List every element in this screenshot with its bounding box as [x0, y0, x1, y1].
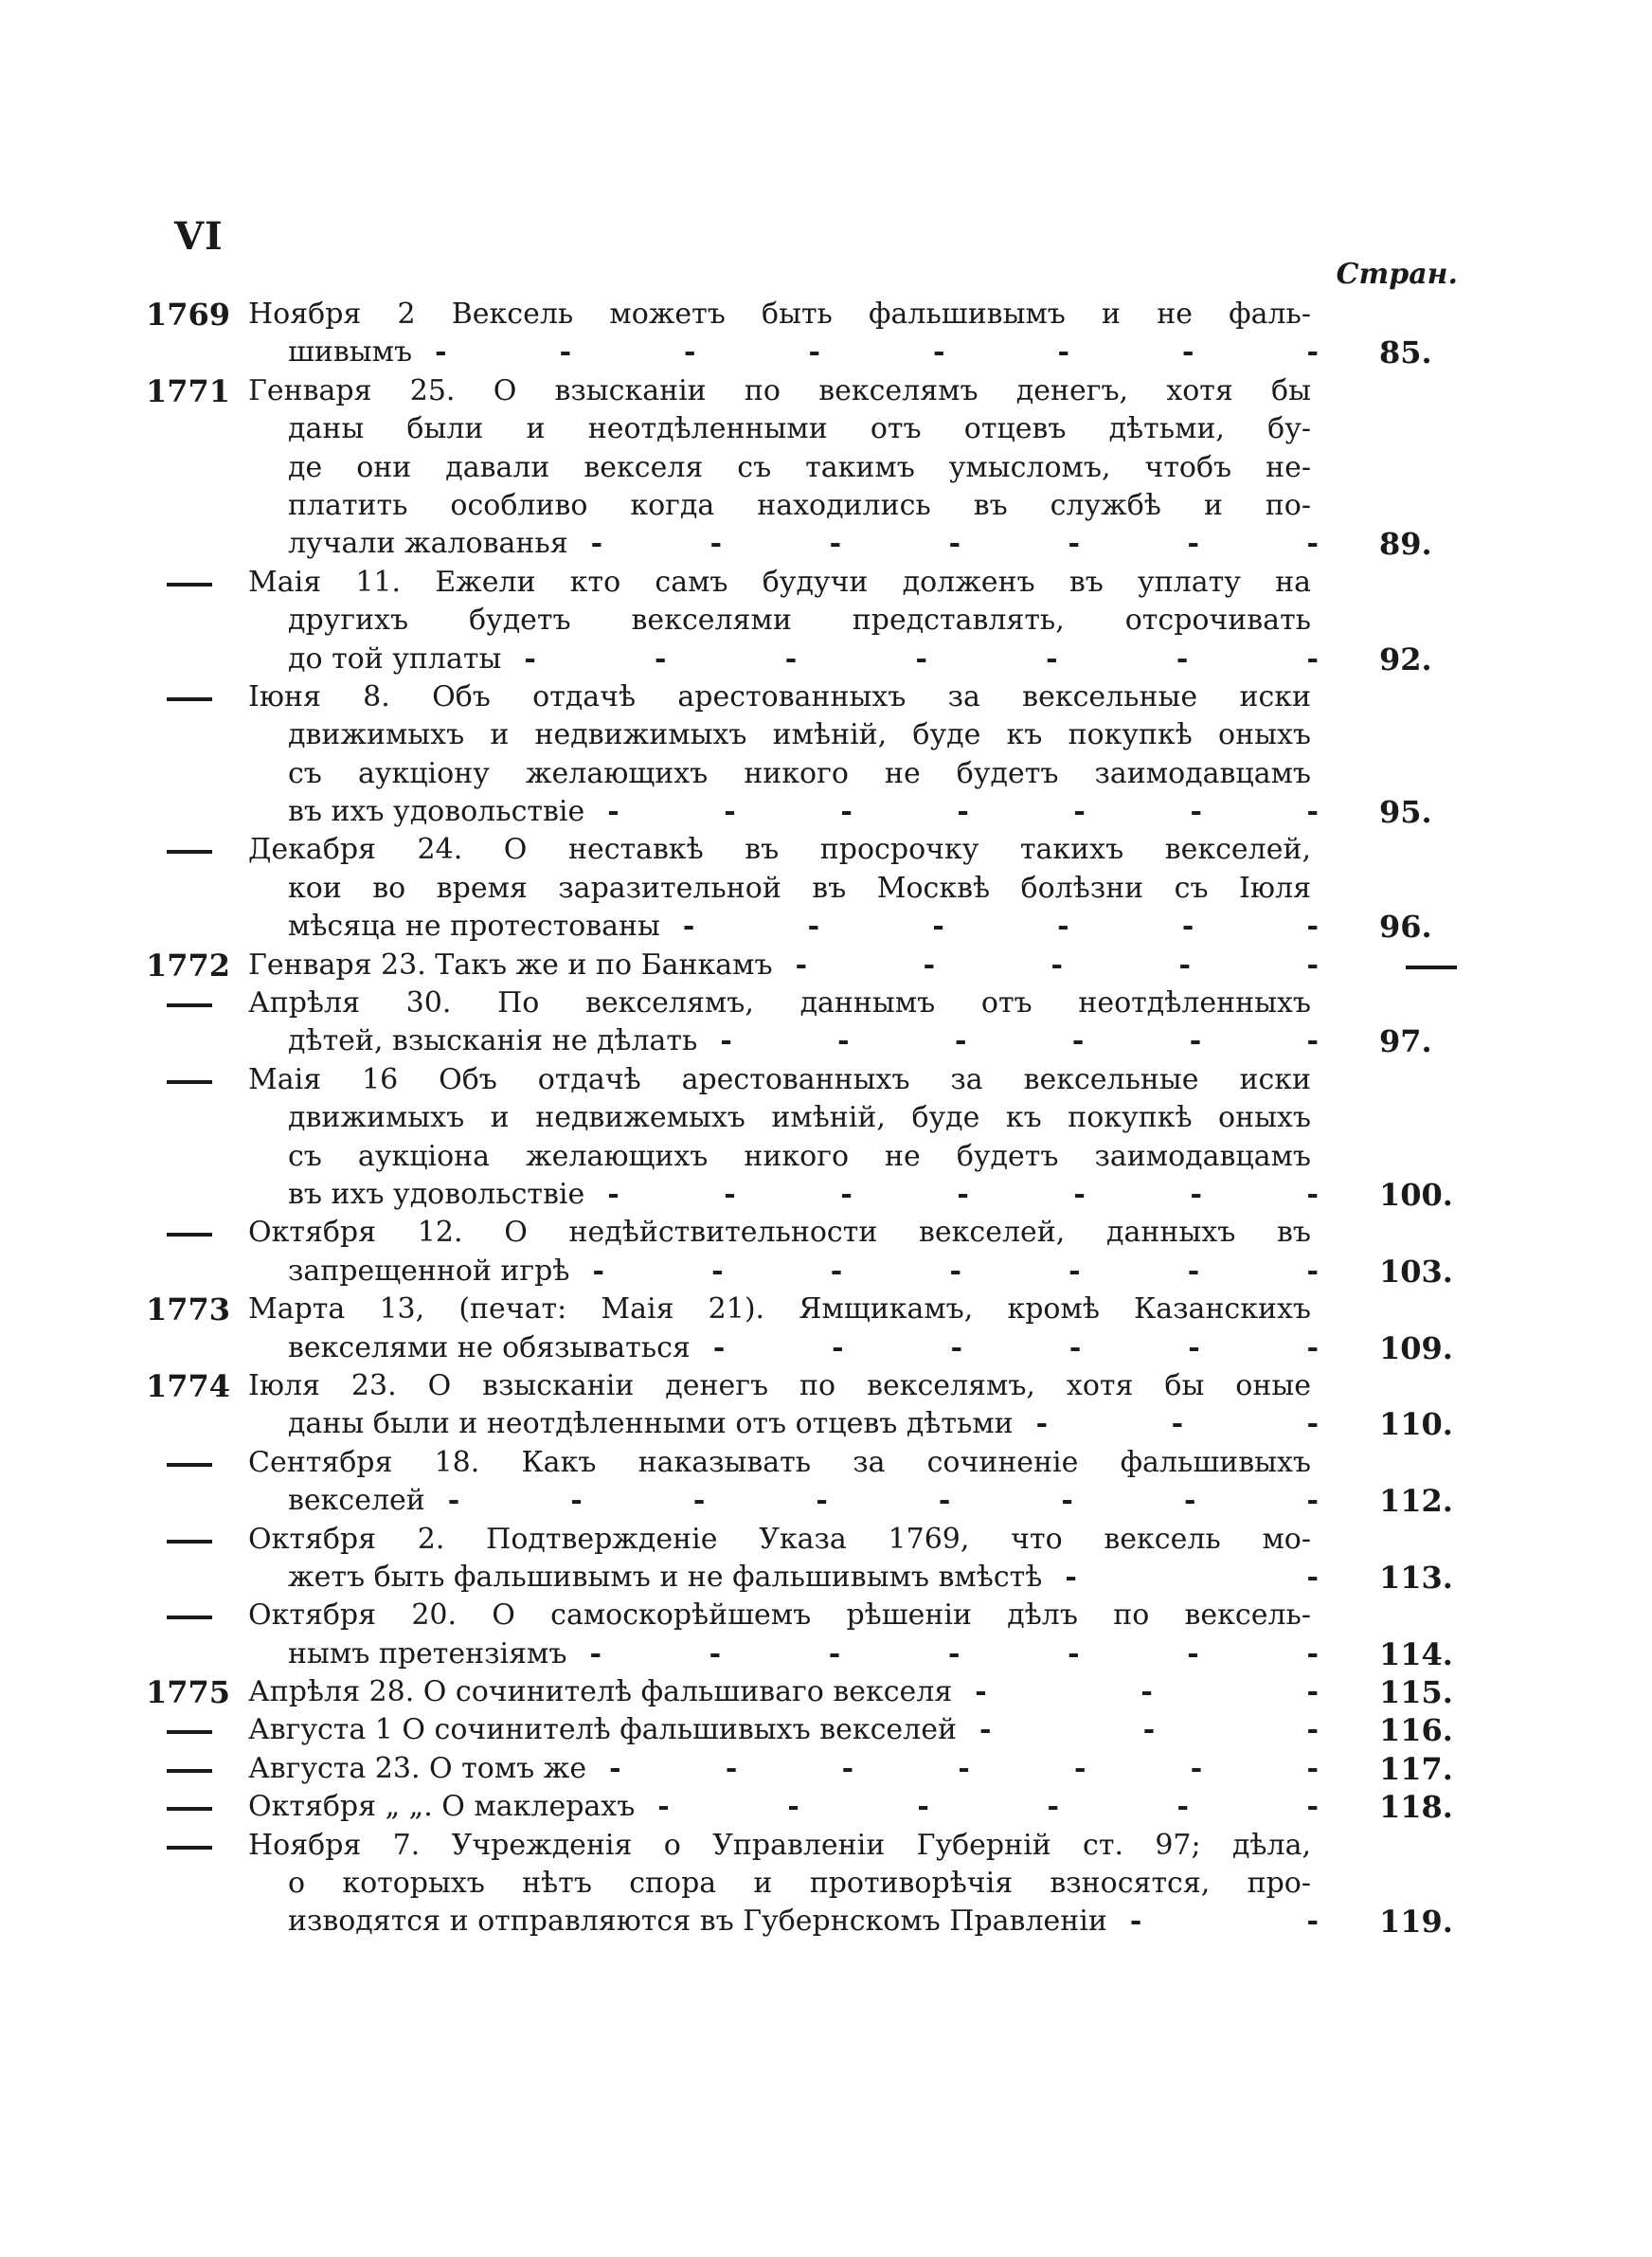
entry-line	[0, 372, 1652, 410]
entry-line	[0, 947, 1652, 984]
leader-dash: -	[1306, 948, 1319, 982]
leader-dash: -	[1057, 335, 1069, 370]
leader-dashes	[975, 1673, 1319, 1711]
leader-dash: -	[830, 1254, 843, 1288]
index-entry	[0, 831, 1652, 946]
index-entry	[0, 372, 1652, 564]
entry-line	[0, 1521, 1652, 1559]
leader-dash: -	[840, 1177, 853, 1211]
leader-dash: -	[1129, 1905, 1142, 1939]
entry-text: Марта 13, (печат: Маія 21). Ямщикамъ, кромѣ Казанскихъ	[248, 1292, 1311, 1327]
leader-dashes	[589, 1635, 1319, 1673]
entry-page-number: 119.	[1379, 1904, 1453, 1941]
leader-dash: -	[1187, 1254, 1200, 1288]
same-year-dash	[167, 1080, 212, 1084]
leader-dash: -	[1142, 1713, 1156, 1747]
leader-dash: -	[1047, 1790, 1059, 1824]
leader-dash: -	[957, 1177, 969, 1211]
entry-line	[0, 296, 1652, 334]
leader-dash: -	[1176, 1790, 1189, 1824]
entry-line	[0, 1061, 1652, 1099]
entry-page-number: 117.	[1379, 1750, 1453, 1787]
leader-dashes	[591, 525, 1319, 563]
entry-text: запрещенной игрѣ	[288, 1254, 570, 1288]
entry-line	[0, 602, 1652, 640]
entry-page-number: 97.	[1379, 1023, 1432, 1060]
leader-dash: -	[933, 335, 945, 370]
entry-text: платить особливо когда находились въ службѣ и по-	[288, 488, 1311, 522]
leader-dashes	[720, 1022, 1319, 1060]
leader-dash: -	[1190, 1177, 1202, 1211]
leader-dash: -	[1176, 641, 1189, 676]
entry-text: Генваря 23. Такъ же и по Банкамъ	[248, 948, 773, 982]
leader-dash: -	[1181, 335, 1194, 370]
leader-dash: -	[1187, 527, 1199, 561]
entry-line	[0, 716, 1652, 754]
same-year-dash	[167, 1846, 212, 1850]
leader-dash: -	[607, 795, 620, 829]
entry-text: де они давали векселя съ такимъ умысломъ, чтобъ не-	[288, 450, 1311, 484]
entry-text: нымъ претензіямъ	[288, 1636, 567, 1670]
leader-dash: -	[829, 527, 842, 561]
entry-text: даны были и неотдѣленными отъ отцевъ дѣтьми, бу-	[288, 412, 1311, 446]
leader-dash: -	[559, 335, 572, 370]
entry-page-number: 95.	[1379, 794, 1432, 831]
entry-line	[0, 1482, 1652, 1520]
index-entry	[0, 1214, 1652, 1291]
entry-line	[0, 870, 1652, 908]
entry-line	[0, 1214, 1652, 1252]
entry-text: векселями не обязываться	[288, 1330, 691, 1364]
entry-line	[0, 1099, 1652, 1137]
leader-dash: -	[1306, 1024, 1319, 1058]
entry-text: въ ихъ удовольствіе	[288, 795, 585, 829]
leader-dash: -	[1061, 1484, 1073, 1518]
entry-text: движимыхъ и недвижимыхъ имѣній, буде къ покупкѣ оныхъ	[288, 718, 1311, 752]
entry-line	[0, 1903, 1652, 1941]
leader-dash: -	[725, 1751, 738, 1785]
leader-dash: -	[1068, 1330, 1082, 1364]
leader-dash: -	[1306, 1484, 1319, 1518]
leader-dash: -	[828, 1636, 841, 1670]
leader-dash: -	[590, 527, 603, 561]
leader-dash: -	[724, 1177, 736, 1211]
leader-dash: -	[1306, 1675, 1319, 1709]
leader-dash: -	[1306, 1713, 1319, 1747]
entry-text: шивымъ	[288, 335, 413, 370]
leader-dash: -	[1306, 335, 1319, 370]
page-number: VI	[174, 214, 224, 259]
entry-line	[0, 1711, 1652, 1749]
entry-line	[0, 487, 1652, 525]
leader-dash: -	[950, 1330, 962, 1364]
leader-dash: -	[692, 1484, 706, 1518]
leader-dash: -	[975, 1675, 987, 1709]
entry-text: Маія 11. Ежели кто самъ будучи долженъ въ уплату на	[248, 565, 1311, 599]
entry-line	[0, 1750, 1652, 1788]
entry-page-number: 109.	[1379, 1329, 1453, 1366]
entry-line	[0, 1597, 1652, 1634]
entry-page-number: 92.	[1379, 641, 1432, 677]
entry-line	[0, 1291, 1652, 1328]
leader-dashes	[1065, 1559, 1319, 1597]
index-entry	[0, 1827, 1652, 1941]
leader-dash: -	[1073, 1177, 1086, 1211]
index-entries	[0, 296, 1652, 1941]
leader-dash: -	[1188, 1330, 1200, 1364]
leader-dash: -	[1068, 527, 1080, 561]
leader-dash: -	[712, 1330, 726, 1364]
entry-text: Декабря 24. О неставкѣ въ просрочку такихъ векселей,	[248, 833, 1311, 867]
index-entry	[0, 984, 1652, 1061]
leader-dash: -	[435, 335, 447, 370]
entry-text: Августа 1 О сочинителѣ фальшивыхъ векселей	[248, 1713, 957, 1747]
leader-dash: -	[682, 910, 695, 944]
leader-dash: -	[947, 1636, 961, 1670]
leader-dash: -	[1181, 910, 1194, 944]
leader-dash: -	[609, 1751, 621, 1785]
entry-line	[0, 564, 1652, 602]
leader-dash: -	[1306, 1254, 1319, 1288]
leader-dash: -	[1306, 1560, 1319, 1594]
leader-dash: -	[938, 1484, 951, 1518]
leader-dash: -	[447, 1484, 460, 1518]
entry-year: 1775	[146, 1674, 231, 1711]
leader-dash: -	[1306, 1751, 1319, 1785]
entry-line	[0, 334, 1652, 371]
leader-dash: -	[1190, 1751, 1203, 1785]
entry-page-number: 112.	[1379, 1483, 1453, 1520]
leader-dashes	[1130, 1903, 1319, 1941]
leader-dash: -	[807, 910, 820, 944]
entry-text: Октября 12. О недѣйствительности векселей, данныхъ въ	[248, 1216, 1311, 1250]
index-entry	[0, 678, 1652, 832]
index-entry	[0, 1367, 1652, 1444]
leader-dash: -	[589, 1636, 602, 1670]
entry-line	[0, 1865, 1652, 1903]
leader-dash: -	[711, 1254, 724, 1288]
entry-line	[0, 1367, 1652, 1405]
entry-line	[0, 1253, 1652, 1291]
same-year-dash	[167, 1540, 212, 1544]
leader-dash: -	[524, 641, 536, 676]
entry-text: Августа 23. О томъ же	[248, 1751, 587, 1785]
same-year-dash	[167, 697, 212, 701]
leader-dash: -	[1178, 948, 1191, 982]
leader-dash: -	[1171, 1407, 1184, 1441]
leader-dash: -	[932, 910, 944, 944]
leader-dash: -	[592, 1254, 604, 1288]
leader-dashes	[713, 1329, 1319, 1367]
entry-line	[0, 1138, 1652, 1176]
leader-dashes	[609, 1750, 1319, 1788]
entry-line	[0, 984, 1652, 1022]
leader-dash: -	[958, 1751, 970, 1785]
entry-text: дѣтей, взысканія не дѣлать	[288, 1024, 698, 1058]
leader-dash: -	[1050, 948, 1063, 982]
index-entry	[0, 1521, 1652, 1598]
leader-dash: -	[1071, 1024, 1085, 1058]
leader-dash: -	[709, 527, 723, 561]
leader-dash: -	[840, 795, 853, 829]
entry-text: Октября 2. Подтвержденіе Указа 1769, что вексель мо-	[248, 1522, 1311, 1556]
leader-dash: -	[917, 1790, 929, 1824]
entry-text: движимыхъ и недвижемыхъ имѣній, буде къ покупкѣ оныхъ	[288, 1101, 1311, 1135]
leader-dash: -	[808, 335, 820, 370]
leader-dash: -	[1035, 1407, 1049, 1441]
leader-dash: -	[841, 1751, 854, 1785]
entry-text: мѣсяца не протестованы	[288, 910, 660, 944]
entry-line	[0, 1559, 1652, 1597]
entry-line	[0, 410, 1652, 448]
leader-dash: -	[915, 641, 927, 676]
leader-dash: -	[1068, 1254, 1081, 1288]
entry-text: Ноября 7. Учрежденія о Управленіи Губерній ст. 97; дѣла,	[248, 1828, 1311, 1862]
entry-text: въ ихъ удовольствіе	[288, 1177, 585, 1211]
leader-dashes	[657, 1788, 1319, 1826]
leader-dash: -	[657, 1790, 670, 1824]
leader-dashes	[607, 793, 1319, 831]
index-entry	[0, 1750, 1652, 1788]
leader-dash: -	[724, 795, 736, 829]
entry-text: другихъ будетъ векселями представлять, отсрочивать	[288, 604, 1311, 638]
leader-dash: -	[832, 1330, 844, 1364]
entry-text: Октября 20. О самоскорѣйшемъ рѣшеніи дѣлъ по вексель-	[248, 1598, 1311, 1633]
entry-line	[0, 793, 1652, 831]
entry-line	[0, 1788, 1652, 1826]
entry-text: Октября „ „. О маклерахъ	[248, 1790, 636, 1824]
index-entry	[0, 564, 1652, 678]
entry-year: 1774	[146, 1367, 231, 1404]
leader-dash: -	[1306, 795, 1319, 829]
entry-line	[0, 1827, 1652, 1865]
leader-dash: -	[795, 948, 808, 982]
entry-text: Ноября 2 Вексель можетъ быть фальшивымъ и не фаль-	[248, 298, 1311, 331]
leader-dash: -	[1073, 795, 1086, 829]
leader-dash: -	[1306, 1790, 1319, 1824]
entry-line	[0, 1405, 1652, 1443]
leader-dash: -	[1306, 527, 1319, 561]
entry-year: 1771	[146, 372, 231, 409]
entry-year: 1769	[146, 297, 231, 333]
leader-dash: -	[837, 1024, 850, 1058]
entry-line	[0, 831, 1652, 869]
index-entry	[0, 1597, 1652, 1673]
entry-year: 1773	[146, 1291, 231, 1328]
entry-text: Апрѣля 30. По векселямъ, даннымъ отъ неотдѣленныхъ	[248, 986, 1311, 1020]
index-entry	[0, 1673, 1652, 1711]
leader-dash: -	[816, 1484, 828, 1518]
entry-text: Генваря 25. О взысканіи по векселямъ денегъ, хотя бы	[248, 373, 1311, 407]
entry-text: до той уплаты	[288, 641, 502, 676]
entry-text: съ аукціона желающихъ никого не будетъ заимодавцамъ	[288, 1139, 1311, 1173]
leader-dash: -	[787, 1790, 799, 1824]
index-entry	[0, 1061, 1652, 1215]
leader-dashes	[683, 908, 1319, 946]
leader-dashes	[1036, 1405, 1319, 1443]
same-year-dash	[167, 1003, 212, 1007]
index-entry	[0, 1291, 1652, 1367]
leader-dash: -	[979, 1713, 992, 1747]
leader-dash: -	[1140, 1675, 1153, 1709]
leader-dashes	[524, 641, 1319, 678]
entry-page-number: 113.	[1379, 1559, 1453, 1596]
leader-dash: -	[655, 641, 667, 676]
entry-line	[0, 641, 1652, 678]
leader-dash: -	[957, 795, 969, 829]
entry-line	[0, 449, 1652, 487]
leader-dash: -	[1190, 795, 1202, 829]
entry-text: Іюля 23. О взысканіи денегъ по векселямъ, хотя бы оные	[248, 1368, 1311, 1402]
entry-line	[0, 1635, 1652, 1673]
same-year-dash	[167, 850, 212, 854]
leader-dash: -	[923, 948, 936, 982]
entry-page-number: 110.	[1379, 1406, 1453, 1443]
leader-dash: -	[684, 335, 696, 370]
leader-dashes	[448, 1482, 1319, 1520]
entry-page-number: 115.	[1379, 1674, 1453, 1711]
same-year-dash	[167, 583, 212, 587]
entry-page-number: 85.	[1379, 334, 1432, 371]
entry-line	[0, 525, 1652, 563]
same-year-dash	[167, 1769, 212, 1773]
leader-dashes	[979, 1711, 1319, 1749]
entry-text: о которыхъ нѣтъ спора и противорѣчія взносятся, про-	[288, 1867, 1311, 1901]
leader-dash: -	[570, 1484, 583, 1518]
same-year-dash	[167, 1807, 212, 1811]
entry-line	[0, 755, 1652, 793]
leader-dashes	[796, 947, 1319, 984]
entry-page-dash	[1406, 966, 1457, 969]
same-year-dash	[167, 1233, 212, 1237]
leader-dash: -	[784, 641, 798, 676]
entry-text: кои во время заразительной въ Москвѣ болѣзни съ Іюля	[288, 871, 1311, 905]
leader-dash: -	[1183, 1484, 1196, 1518]
entry-text: Іюня 8. Объ отдачѣ арестованныхъ за вексельные иски	[248, 679, 1311, 713]
same-year-dash	[167, 1730, 212, 1734]
leader-dash: -	[949, 1254, 961, 1288]
entry-page-number: 103.	[1379, 1253, 1453, 1290]
entry-page-number: 116.	[1379, 1712, 1453, 1749]
leader-dashes	[435, 334, 1319, 371]
entry-line	[0, 908, 1652, 946]
entry-text: съ аукціону желающихъ никого не будетъ заимодавцамъ	[288, 756, 1311, 790]
entry-year: 1772	[146, 947, 231, 984]
entry-text: жетъ быть фальшивымъ и не фальшивымъ вмѣстѣ	[288, 1560, 1043, 1594]
leader-dash: -	[1306, 1407, 1319, 1441]
entry-page-number: 114.	[1379, 1635, 1453, 1672]
entry-text: Апрѣля 28. О сочинителѣ фальшиваго векселя	[248, 1675, 953, 1709]
leader-dash: -	[1046, 641, 1058, 676]
index-entry	[0, 296, 1652, 372]
entry-page-number: 100.	[1379, 1176, 1453, 1213]
same-year-dash	[167, 1616, 212, 1619]
leader-dash: -	[948, 527, 961, 561]
leader-dash: -	[1065, 1560, 1077, 1594]
same-year-dash	[167, 1463, 212, 1467]
entry-page-number: 89.	[1379, 526, 1432, 563]
entry-text: векселей	[288, 1484, 425, 1518]
leader-dash: -	[709, 1636, 722, 1670]
leader-dash: -	[1306, 1905, 1319, 1939]
leader-dash: -	[1189, 1024, 1202, 1058]
leader-dash: -	[607, 1177, 620, 1211]
leader-dash: -	[1306, 1177, 1319, 1211]
entry-text: Маія 16 Объ отдачѣ арестованныхъ за вексельные иски	[248, 1062, 1311, 1096]
entry-line	[0, 1176, 1652, 1214]
leader-dash: -	[1057, 910, 1069, 944]
entry-line	[0, 1444, 1652, 1482]
leader-dash: -	[955, 1024, 967, 1058]
leader-dash: -	[1187, 1636, 1199, 1670]
leader-dash: -	[1306, 641, 1319, 676]
leader-dash: -	[720, 1024, 732, 1058]
entry-text: изводятся и отправляются въ Губернскомъ Правленіи	[288, 1905, 1107, 1939]
entry-line	[0, 1329, 1652, 1367]
entry-page-number: 118.	[1379, 1789, 1453, 1826]
leader-dash: -	[1068, 1636, 1080, 1670]
index-entry	[0, 1711, 1652, 1749]
index-entry	[0, 947, 1652, 984]
leader-dash: -	[1306, 910, 1319, 944]
leader-dash: -	[1306, 1636, 1319, 1670]
entry-line	[0, 1673, 1652, 1711]
leader-dashes	[607, 1176, 1319, 1214]
page-column-header: Стран.	[1336, 258, 1458, 291]
entry-text: даны были и неотдѣленными отъ отцевъ дѣтьми	[288, 1407, 1014, 1441]
index-entry	[0, 1788, 1652, 1826]
leader-dash: -	[1074, 1751, 1086, 1785]
entry-line	[0, 1022, 1652, 1060]
entry-text: Сентября 18. Какъ наказывать за сочиненіе фальшивыхъ	[248, 1445, 1311, 1479]
entry-line	[0, 678, 1652, 716]
index-entry	[0, 1444, 1652, 1521]
leader-dashes	[592, 1253, 1319, 1291]
leader-dash: -	[1306, 1330, 1319, 1364]
entry-text: лучали жалованья	[288, 527, 568, 561]
entry-page-number: 96.	[1379, 909, 1432, 946]
